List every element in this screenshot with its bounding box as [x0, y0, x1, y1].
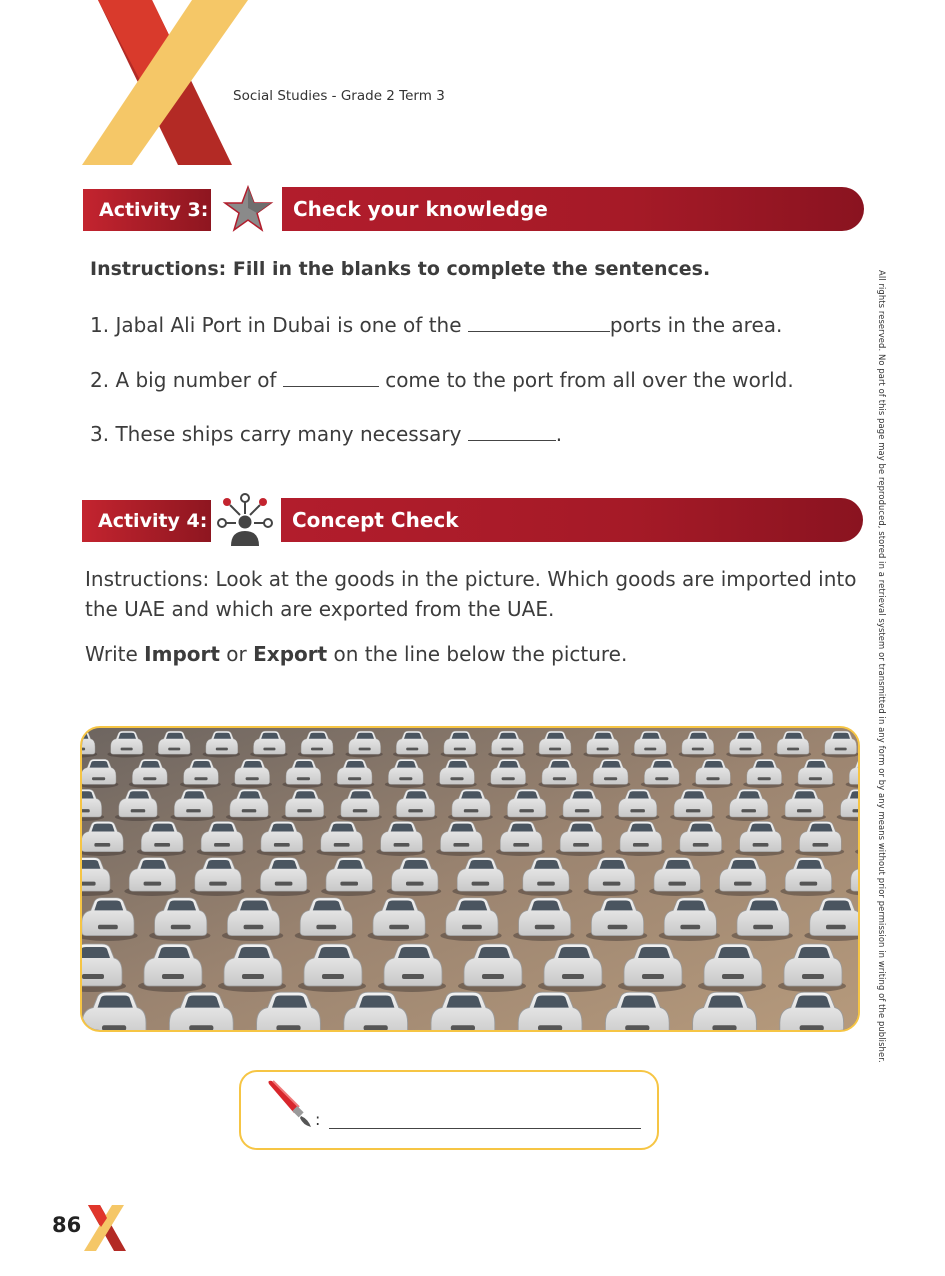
paintbrush-icon	[265, 1078, 317, 1130]
blank-2[interactable]	[283, 385, 379, 387]
sentence-3-end: .	[555, 422, 563, 446]
copyright-note	[875, 270, 889, 1063]
subject-label: Social Studies - Grade 2 Term 3	[233, 88, 445, 104]
answer-line[interactable]	[329, 1128, 641, 1129]
footer-logo	[82, 1205, 128, 1251]
activity-4-title: Concept Check	[281, 498, 863, 542]
header-logo	[80, 0, 250, 170]
word-export: Export	[253, 642, 328, 666]
write-instruction	[85, 639, 627, 669]
answer-box	[239, 1070, 659, 1150]
word-import: Import	[144, 642, 220, 666]
parked-cars-image	[82, 728, 858, 1030]
sentence-3-text: 3. These ships carry many necessary	[90, 422, 468, 446]
sentence-1-text: 1. Jabal Ali Port in Dubai is one of the	[90, 313, 468, 337]
network-person-icon	[216, 490, 274, 548]
activity-3-title: Check your knowledge	[282, 187, 864, 231]
blank-1[interactable]	[468, 330, 610, 332]
sentence-2-text: 2. A big number of	[90, 368, 283, 392]
page-number: 86	[52, 1213, 82, 1237]
activity-4-instructions: Instructions: Look at the goods in the picture. Which goods are imported into the UAE and which are exported from the UAE.	[85, 567, 857, 621]
sentence-1-end: ports in the area.	[609, 313, 783, 337]
activity-3-tag: Activity 3:	[83, 189, 211, 231]
sentence-2-end: come to the port from all over the world.	[378, 368, 794, 392]
sentence-3	[90, 422, 562, 446]
sentence-1	[90, 313, 782, 337]
activity-4-tag: Activity 4:	[82, 500, 211, 542]
blank-3[interactable]	[468, 439, 556, 441]
sentence-2	[90, 368, 794, 392]
activity-3-instructions: Instructions: Fill in the blanks to complete the sentences.	[90, 258, 711, 280]
write-suffix: on the line below the picture.	[327, 642, 628, 666]
star-icon	[222, 184, 274, 234]
parked-cars-photo	[80, 726, 860, 1032]
copyright-text: All rights reserved. No part of this page may be reproduced, stored in a retrieval system or transmitted in any form or by any means without prior permission in writing of the publisher.	[877, 270, 887, 1063]
write-prefix: Write	[85, 642, 145, 666]
answer-colon: :	[315, 1110, 321, 1129]
word-or: or	[219, 642, 254, 666]
